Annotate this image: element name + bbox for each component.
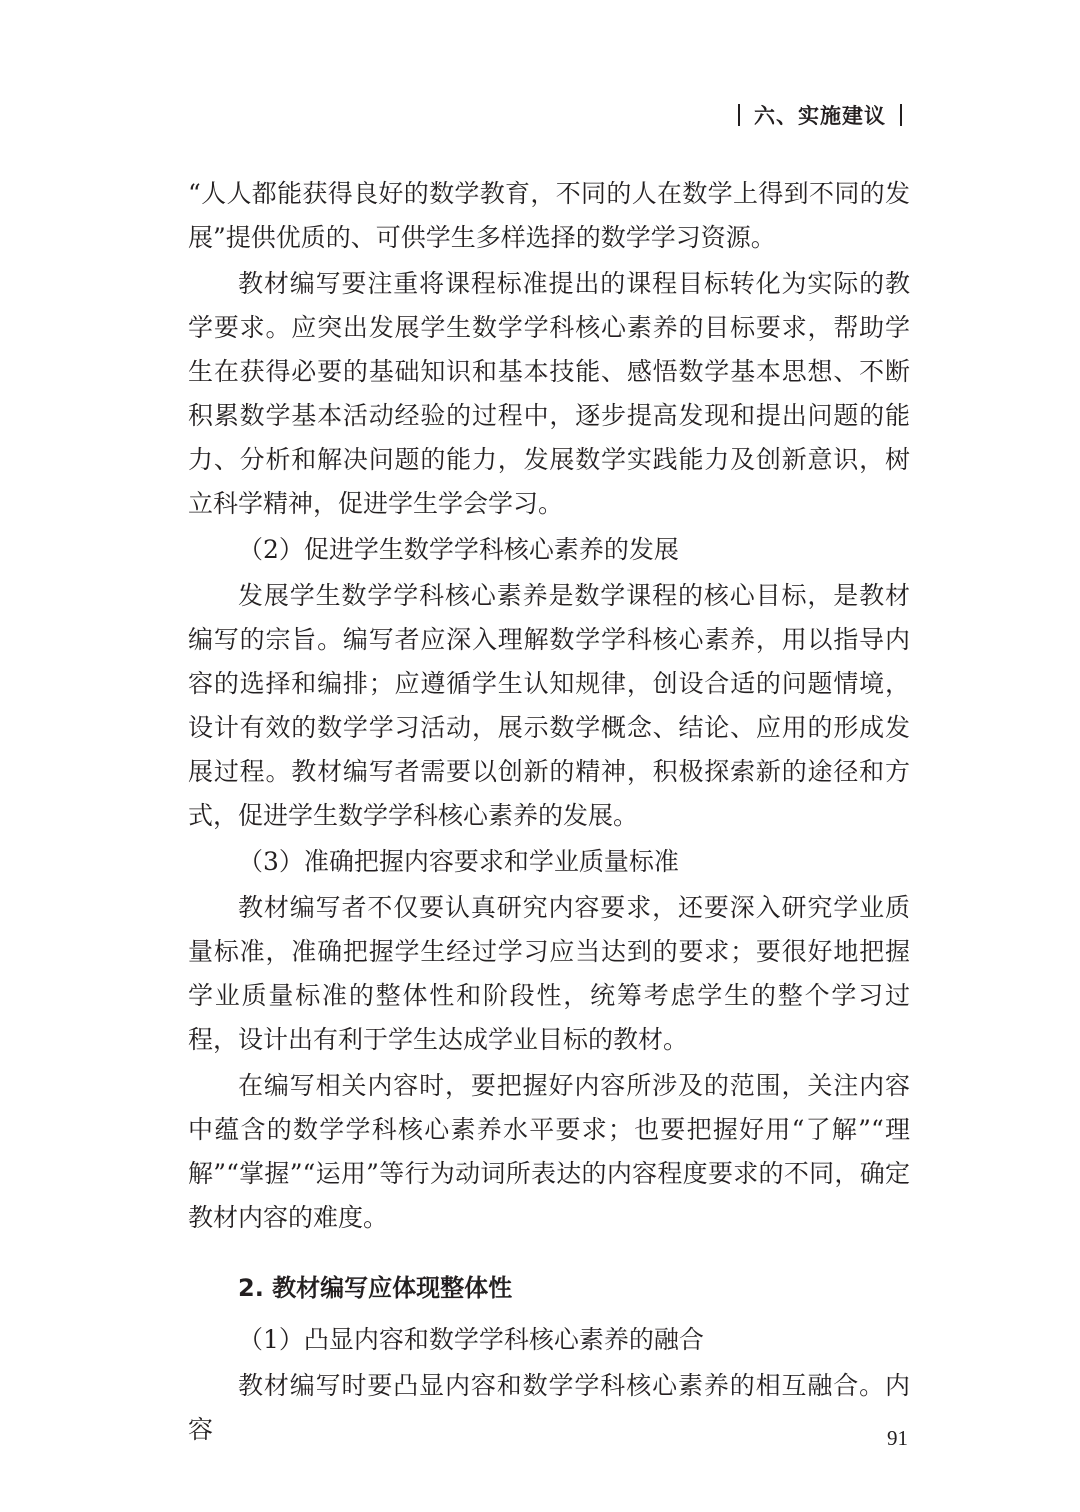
subsection-heading: （3）准确把握内容要求和学业质量标准 (238, 847, 679, 876)
header-divider-right (900, 104, 902, 126)
header-divider-left (738, 104, 740, 126)
paragraph: 发展学生数学学科核心素养是数学课程的核心目标，是教材编写的宗旨。编写者应深入理解数学学科核心素养，用以指导内容的选择和编排；应遵循学生认知规律，创设合适的问题情境，设计有效的数学学习活动，展示数学概念、结论、应用的形成发展过程。教材编写者需要以创新的精神，积极探索新的途径和方式，促进学生数学学科核心素养的发展。 (188, 581, 910, 830)
paragraph: 教材编写者不仅要认真研究内容要求，还要深入研究学业质量标准，准确把握学生经过学习应当达到的要求；要很好地把握学业质量标准的整体性和阶段性，统筹考虑学生的整个学习过程，设计出有利于学生达成学业目标的教材。 (188, 893, 910, 1054)
paragraph: 教材编写时要凸显内容和数学学科核心素养的相互融合。内容 (188, 1371, 910, 1444)
subsection-heading: （1）凸显内容和数学学科核心素养的融合 (238, 1325, 704, 1354)
running-header (724, 100, 916, 130)
header-section-title: 六、实施建议 (754, 104, 886, 128)
body-text (188, 172, 910, 1454)
paragraph-continued: “人人都能获得良好的数学教育，不同的人在数学上得到不同的发展”提供优质的、可供学生多样选择的数学学习资源。 (188, 179, 910, 252)
page-number: 91 (887, 1426, 908, 1450)
paragraph: 教材编写要注重将课程标准提出的课程目标转化为实际的教学要求。应突出发展学生数学学科核心素养的目标要求，帮助学生在获得必要的基础知识和基本技能、感悟数学基本思想、不断积累数学基本活动经验的过程中，逐步提高发现和提出问题的能力、分析和解决问题的能力，发展数学实践能力及创新意识，树立科学精神，促进学生学会学习。 (188, 269, 910, 518)
subsection-heading: （2）促进学生数学学科核心素养的发展 (238, 535, 679, 564)
paragraph: 在编写相关内容时，要把握好内容所涉及的范围，关注内容中蕴含的数学学科核心素养水平要求；也要把握好用“了解”“理解”“掌握”“运用”等行为动词所表达的内容程度要求的不同，确定教材内容的难度。 (188, 1071, 910, 1232)
section-heading: 2. 教材编写应体现整体性 (238, 1274, 513, 1302)
